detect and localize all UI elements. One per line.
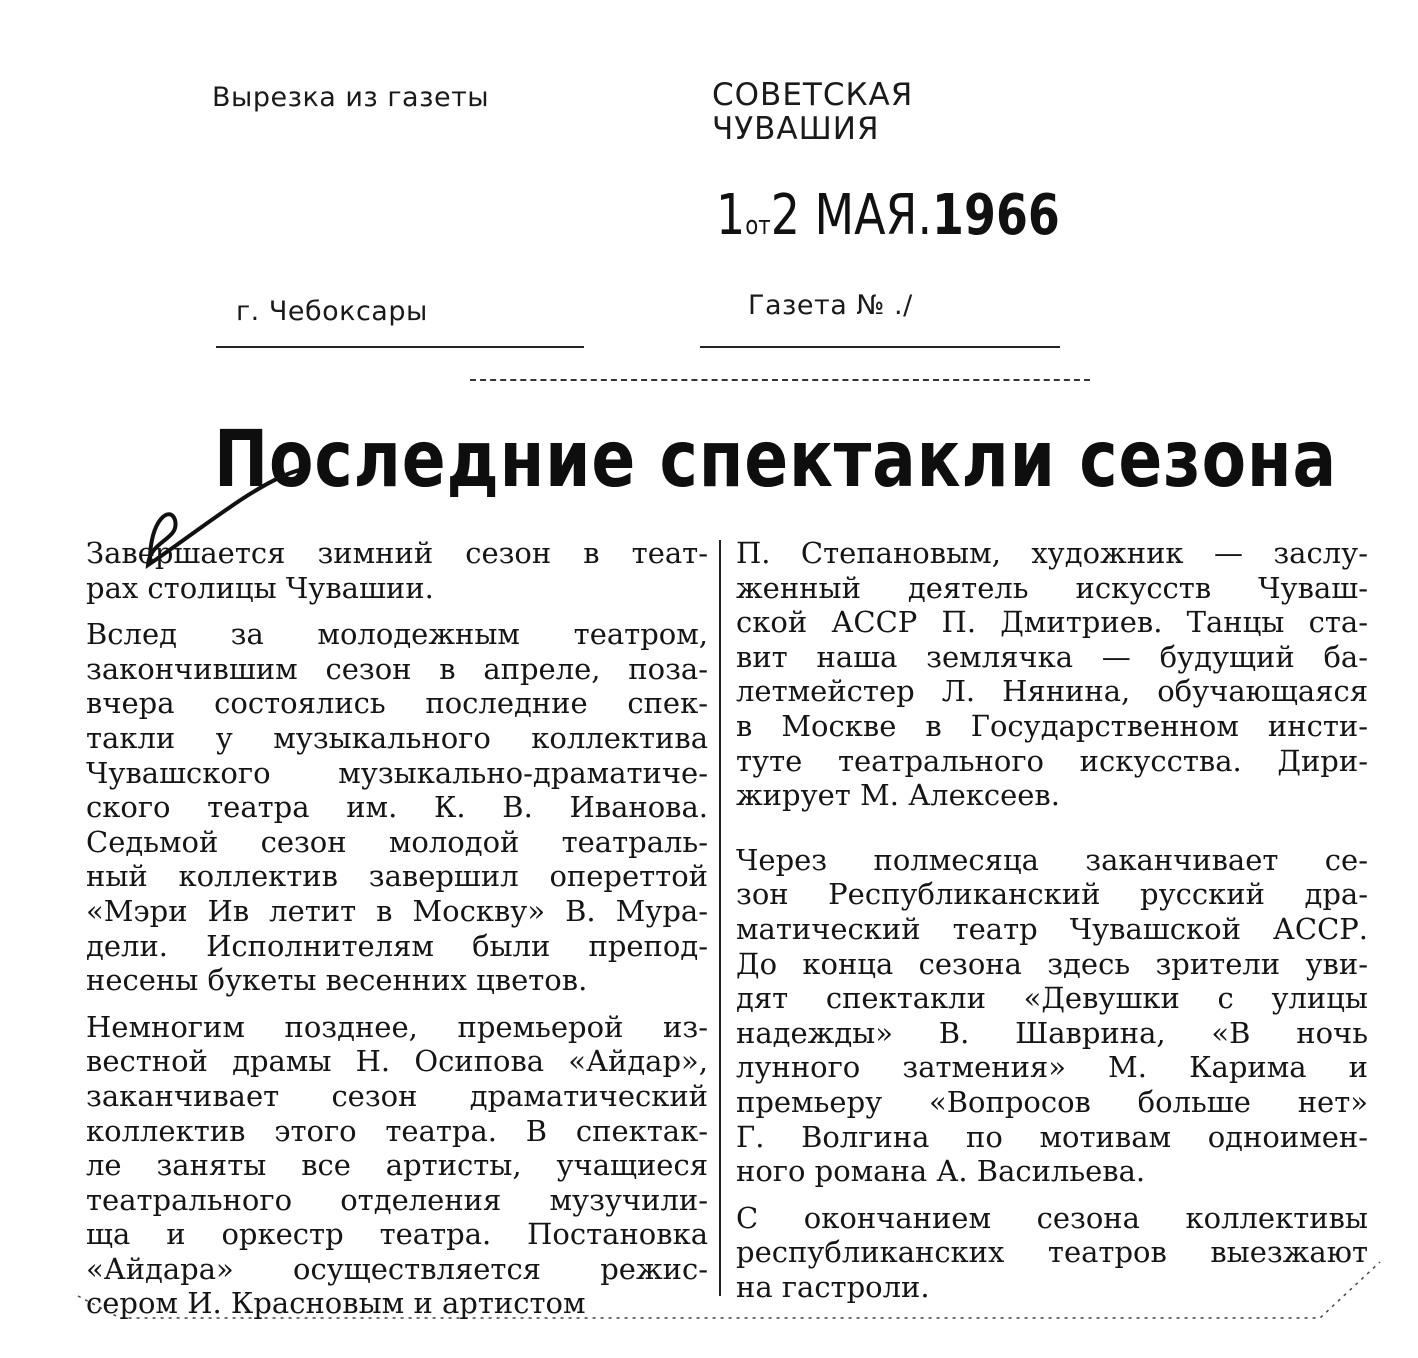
text-line: ного романа А. Васильева. bbox=[736, 1154, 1146, 1189]
date-ot-label: от bbox=[745, 211, 771, 241]
text-line: дят спектакли «Девушки с улицы bbox=[736, 981, 1368, 1016]
text-line: ный коллектив завершил опереттой bbox=[86, 859, 708, 894]
text-line: заканчивает сезон драматический bbox=[86, 1078, 708, 1113]
text-line: сером И. Красновым и артистом bbox=[86, 1286, 586, 1321]
text-line: дели. Исполнителям были препод- bbox=[86, 928, 708, 963]
column-divider bbox=[719, 540, 721, 1296]
text-line: рах столицы Чувашии. bbox=[86, 570, 434, 605]
text-line: Г. Волгина по мотивам одноимен- bbox=[736, 1119, 1368, 1154]
text-line: зон Республиканский русский дра- bbox=[736, 877, 1368, 912]
text-line: надежды» В. Шаврина, «В ночь bbox=[736, 1015, 1368, 1050]
text-line: республиканских театров выезжают bbox=[736, 1235, 1368, 1270]
paragraph-6 bbox=[736, 1201, 1368, 1305]
text-line: женный деятель искусств Чуваш- bbox=[736, 570, 1368, 605]
text-line: матический театр Чувашской АССР. bbox=[736, 911, 1368, 946]
text-line: вит наша землячка — будущий ба- bbox=[736, 639, 1368, 674]
text-line: закончившим сезон в апреле, поза- bbox=[86, 651, 708, 686]
paragraph-5 bbox=[736, 843, 1368, 1189]
paragraph-3 bbox=[86, 1010, 708, 1321]
text-line: вестной драмы Н. Осипова «Айдар», bbox=[86, 1044, 708, 1079]
text-line: ле заняты все артисты, учащиеся bbox=[86, 1148, 708, 1183]
text-line: Через полмесяца заканчивает се- bbox=[736, 842, 1368, 877]
clipping-source-label: Вырезка из газеты bbox=[212, 82, 490, 113]
text-line: летмейстер Л. Нянина, обучающаяся bbox=[736, 674, 1368, 709]
text-line: «Мэри Ив летит в Москву» В. Мура- bbox=[86, 893, 708, 928]
text-line: лунного затмения» М. Карима и bbox=[736, 1050, 1368, 1085]
paragraph-1 bbox=[86, 536, 708, 605]
text-line: С окончанием сезона коллективы bbox=[736, 1200, 1368, 1235]
date-year: 1966 bbox=[932, 183, 1060, 248]
right-column bbox=[736, 536, 1368, 1304]
newspaper-name-line2: ЧУВАШИЯ bbox=[712, 111, 880, 147]
text-line: Немногим позднее, премьерой из- bbox=[86, 1009, 708, 1044]
paper-number-label: Газета № ./ bbox=[748, 290, 913, 321]
text-line: туте театрального искусства. Дири- bbox=[736, 743, 1368, 778]
article-headline: Последние спектакли сезона bbox=[214, 415, 1337, 505]
text-line: Седьмой сезон молодой театраль- bbox=[86, 824, 708, 859]
text-line: премьеру «Вопросов больше нет» bbox=[736, 1084, 1368, 1119]
text-line: жирует М. Алексеев. bbox=[736, 778, 1060, 813]
left-column bbox=[86, 536, 708, 1321]
text-line: ского театра им. К. В. Иванова. bbox=[86, 790, 708, 825]
city-label: г. Чебоксары bbox=[236, 296, 428, 327]
text-line: вчера состоялись последние спек- bbox=[86, 686, 708, 721]
text-line: ской АССР П. Дмитриев. Танцы ста- bbox=[736, 605, 1368, 640]
text-line: ща и оркестр театра. Постановка bbox=[86, 1217, 708, 1252]
text-line: несены букеты весенних цветов. bbox=[86, 963, 588, 998]
text-line: на гастроли. bbox=[736, 1269, 930, 1304]
text-line: театрального отделения музучили- bbox=[86, 1182, 708, 1217]
text-line: Завершается зимний сезон в теат- bbox=[86, 536, 708, 570]
paragraph-2 bbox=[86, 617, 708, 998]
text-line: «Айдара» осуществляется режис- bbox=[86, 1251, 708, 1286]
paragraph-4 bbox=[736, 536, 1368, 813]
text-line: До конца сезона здесь зрители уви- bbox=[736, 946, 1368, 981]
date-day-month: 2 МАЯ. bbox=[770, 183, 933, 248]
text-line: Вслед за молодежным театром, bbox=[86, 617, 708, 652]
text-line: такли у музыкального коллектива bbox=[86, 720, 708, 755]
text-line: в Москве в Государственном инсти- bbox=[736, 708, 1368, 743]
date-day-prefix: 1 bbox=[716, 183, 746, 248]
text-line: коллектив этого театра. В спектак- bbox=[86, 1113, 708, 1148]
text-line: П. Степановым, художник — заслу- bbox=[736, 536, 1368, 570]
text-line: Чувашского музыкально-драматиче- bbox=[86, 755, 708, 790]
newspaper-name-line1: СОВЕТСКАЯ bbox=[712, 77, 914, 113]
